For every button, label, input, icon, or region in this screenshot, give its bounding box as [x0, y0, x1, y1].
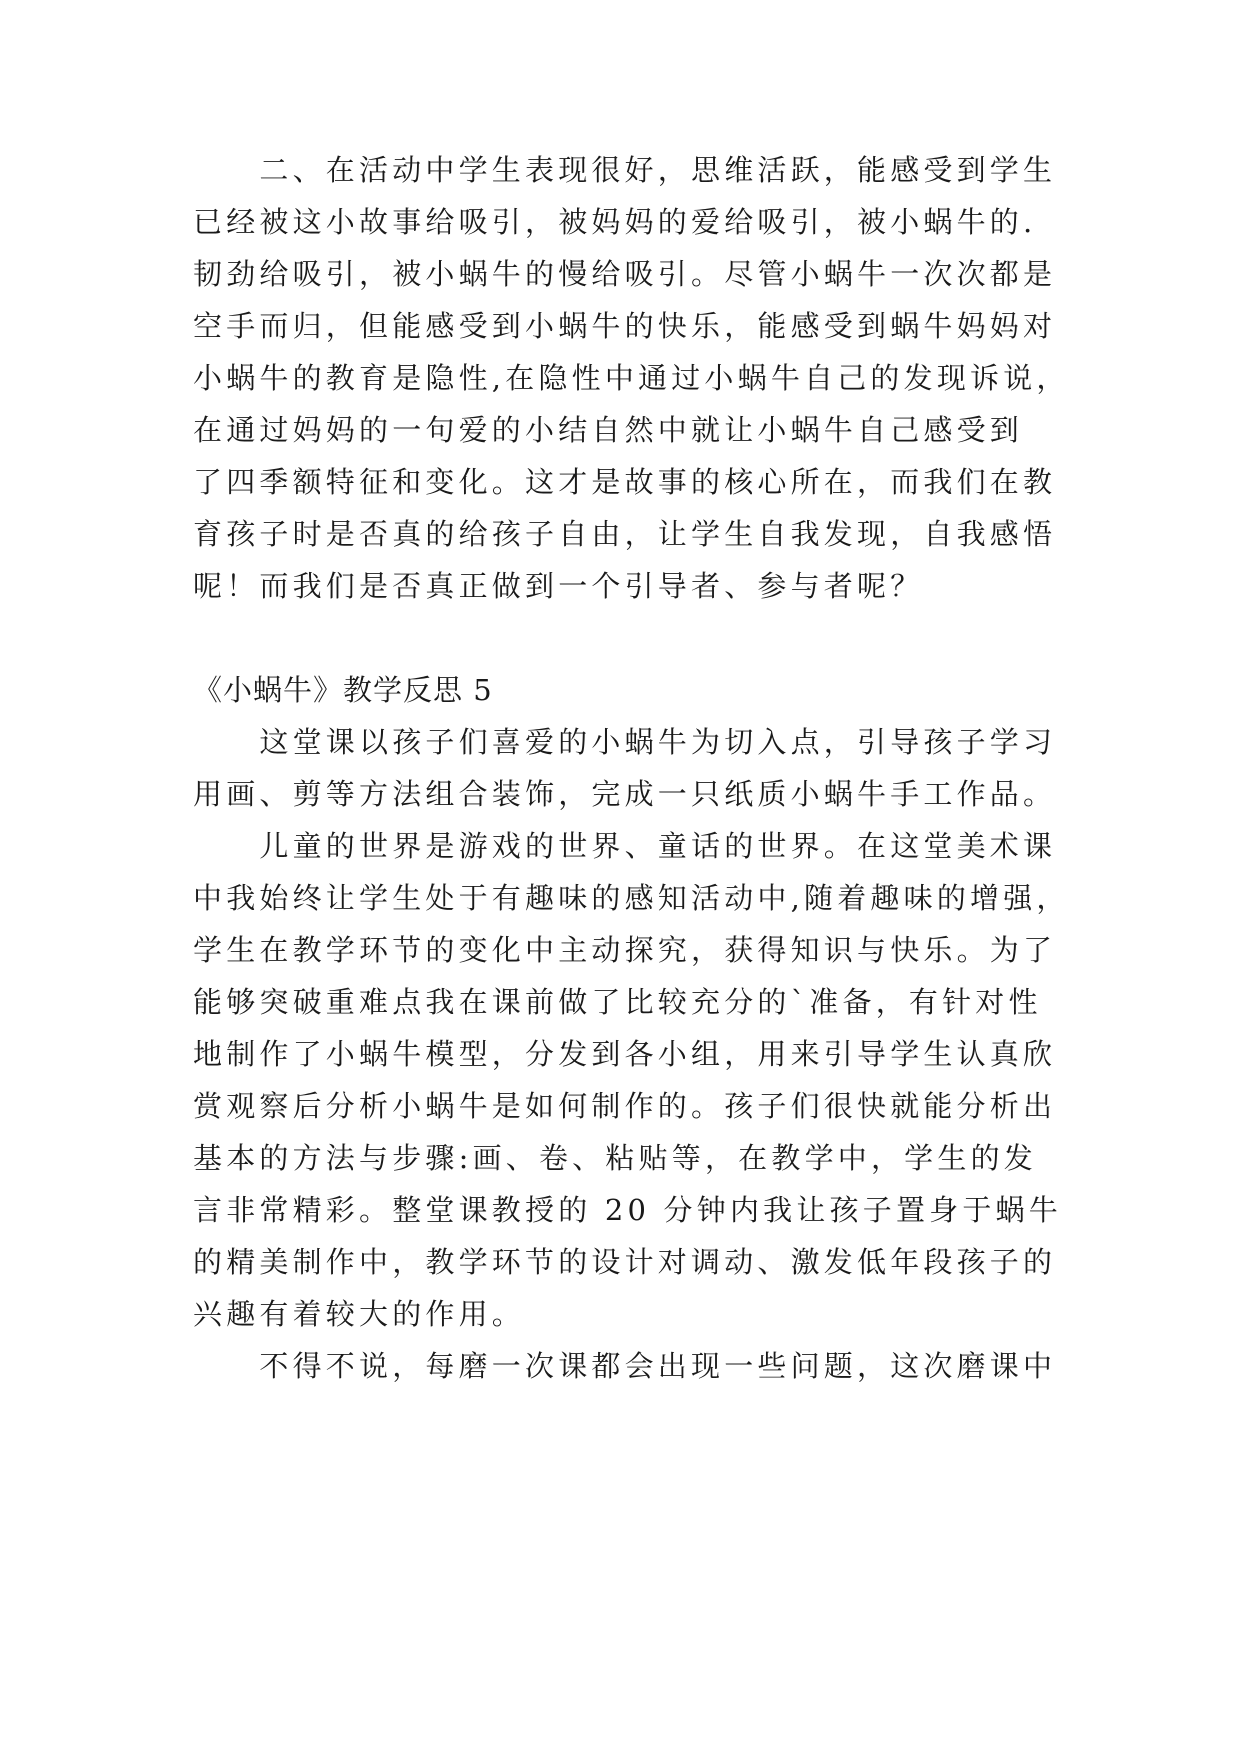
paragraph-2-line-2: 用画、剪等方法组合装饰，完成一只纸质小蜗牛手工作品。 [193, 777, 1057, 811]
paragraph-1-line-4: 空手而归，但能感受到小蜗牛的快乐，能感受到蜗牛妈妈对 [193, 309, 1057, 343]
paragraph-1-line-9: 呢！而我们是否真正做到一个引导者、参与者呢？ [193, 569, 924, 603]
paragraph-3-line-8: 言非常精彩。整堂课教授的 20 分钟内我让孩子置身于蜗牛 [193, 1193, 1062, 1227]
paragraph-3-line-5: 地制作了小蜗牛模型，分发到各小组，用来引导学生认真欣 [193, 1037, 1057, 1071]
paragraph-3-line-1: 儿童的世界是游戏的世界、童话的世界。在这堂美术课 [193, 829, 1057, 863]
paragraph-1-line-7: 了四季额特征和变化。这才是故事的核心所在，而我们在教 [193, 465, 1057, 499]
paragraph-3-line-2: 中我始终让学生处于有趣味的感知活动中,随着趣味的增强， [193, 881, 1070, 915]
paragraph-3-line-9: 的精美制作中，教学环节的设计对调动、激发低年段孩子的 [193, 1245, 1057, 1279]
paragraph-3-line-3: 学生在教学环节的变化中主动探究，获得知识与快乐。为了 [193, 933, 1057, 967]
paragraph-2-line-1: 这堂课以孩子们喜爱的小蜗牛为切入点，引导孩子学习 [193, 725, 1057, 759]
paragraph-1-line-5: 小蜗牛的教育是隐性,在隐性中通过小蜗牛自己的发现诉说， [193, 361, 1070, 395]
paragraph-1-line-6: 在通过妈妈的一句爱的小结自然中就让小蜗牛自己感受到 [193, 413, 1024, 447]
paragraph-1-line-8: 育孩子时是否真的给孩子自由，让学生自我发现，自我感悟 [193, 517, 1057, 551]
paragraph-3-line-7: 基本的方法与步骤:画、卷、粘贴等，在教学中，学生的发 [193, 1141, 1037, 1175]
paragraph-3-line-6: 赏观察后分析小蜗牛是如何制作的。孩子们很快就能分析出 [193, 1089, 1057, 1123]
section-title: 《小蜗牛》教学反思 5 [193, 673, 493, 707]
paragraph-4-line-1: 不得不说，每磨一次课都会出现一些问题，这次磨课中 [193, 1349, 1057, 1383]
paragraph-3-line-10: 兴趣有着较大的作用。 [193, 1297, 526, 1331]
paragraph-1-line-2: 已经被这小故事给吸引，被妈妈的爱给吸引，被小蜗牛的. [193, 205, 1037, 239]
paragraph-3-line-4: 能够突破重难点我在课前做了比较充分的`准备，有针对性 [193, 985, 1042, 1019]
paragraph-1-line-3: 韧劲给吸引，被小蜗牛的慢给吸引。尽管小蜗牛一次次都是 [193, 257, 1057, 291]
paragraph-1-line-1: 二、在活动中学生表现很好，思维活跃，能感受到学生 [193, 153, 1057, 187]
